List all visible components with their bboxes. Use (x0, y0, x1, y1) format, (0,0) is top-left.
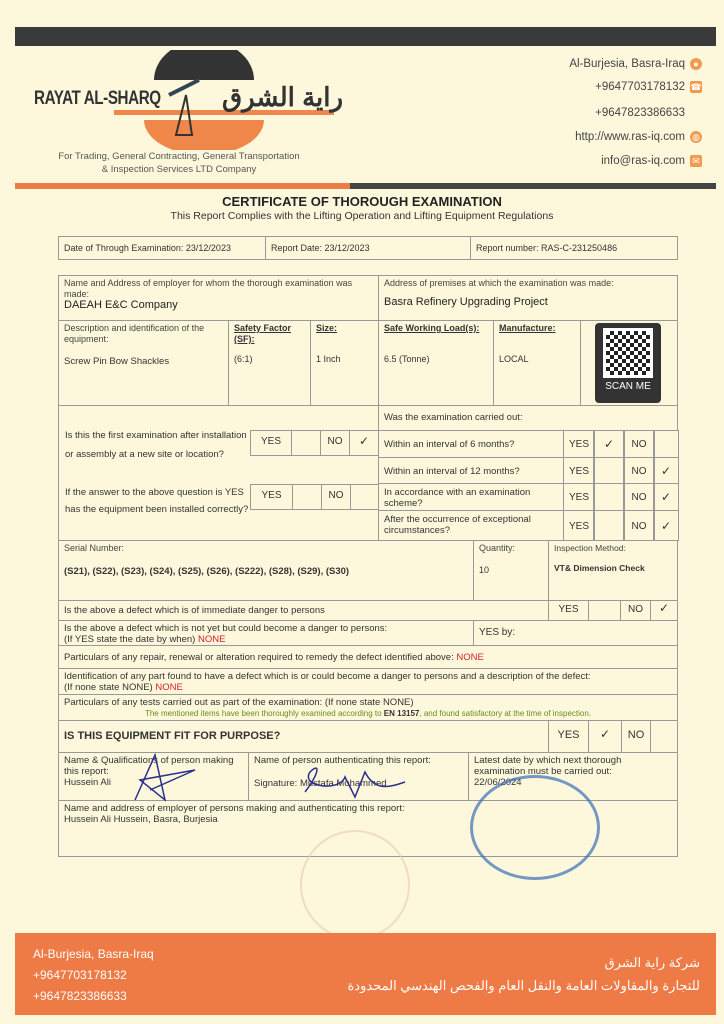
contact-phone1 (595, 81, 702, 93)
brand-name-arabic: راية الشرق (222, 82, 344, 112)
premises-value: Basra Refinery Upgrading Project (384, 296, 548, 308)
authenticator-label: Name of person authenticating this report: (254, 755, 431, 766)
first-exam-block (58, 405, 379, 541)
interval-3-yes-check[interactable] (593, 483, 625, 511)
exam-date: Date of Through Examination: 23/12/2023 (58, 236, 266, 260)
top-bar (15, 27, 716, 46)
report-number: Report number: RAS-C-231250486 (470, 236, 678, 260)
q1-no-box[interactable]: NO (320, 430, 350, 456)
immediate-yes-check[interactable] (588, 600, 621, 621)
tagline-line-2: & Inspection Services LTD Company (101, 164, 257, 175)
method-cell (548, 540, 678, 601)
q1-no-check[interactable]: ✓ (349, 430, 379, 456)
immediate-no-check[interactable]: ✓ (650, 600, 678, 621)
not-yet-danger-cell (58, 620, 474, 646)
q2-yes-box[interactable]: YES (250, 484, 293, 510)
swl-cell (378, 320, 494, 406)
premises-cell (378, 275, 678, 321)
footer-arabic-name: شركة راية الشرق (604, 955, 700, 970)
fit-no-check[interactable] (650, 720, 678, 753)
quantity-cell (473, 540, 549, 601)
certificate-subtitle: This Report Complies with the Lifting Operation and Lifting Equipment Regulations (170, 210, 554, 222)
fit-no-box[interactable]: NO (621, 720, 651, 753)
tagline (34, 150, 324, 176)
not-yet-note: (If YES state the date by when) (64, 634, 196, 645)
repair-label: Particulars of any repair, renewal or alteration required to remedy the defect identified above: (64, 652, 454, 663)
q1-yes-box[interactable]: YES (250, 430, 292, 456)
contact-email[interactable] (601, 155, 702, 167)
interval-3-no-check[interactable]: ✓ (653, 483, 679, 511)
address-text: Al-Burjesia, Basra-Iraq (569, 58, 685, 70)
interval-12-label: Within an interval of 12 months? (378, 457, 564, 484)
q1-yes-check[interactable] (291, 430, 321, 456)
q2-yes-check[interactable] (292, 484, 322, 510)
identification-label: Identification of any part found to have a defect which is or could become a danger to persons and a description of the defect: (64, 671, 591, 682)
interval-3-yes-box[interactable]: YES (563, 483, 595, 511)
interval-2-no-check[interactable]: ✓ (653, 457, 679, 484)
footer-address: Al-Burjesia, Basra-Iraq (33, 947, 154, 961)
mail-icon: ✉ (690, 155, 702, 167)
manufacture-value: LOCAL (499, 354, 529, 364)
fit-yes-box[interactable]: YES (548, 720, 589, 753)
carried-out-label: Was the examination carried out: (378, 405, 678, 431)
size-label: Size: (316, 323, 338, 333)
tests-standard: EN 13157 (383, 709, 420, 718)
sf-cell (228, 320, 311, 406)
not-yet-label: Is the above a defect which is not yet but could become a danger to persons: (64, 623, 388, 634)
contact-address (569, 58, 702, 70)
scheme-label: In accordance with an examination scheme? (378, 483, 564, 511)
interval-4-no-box[interactable]: NO (623, 510, 655, 541)
premises-label: Address of premises at which the examination was made: (384, 278, 614, 288)
faded-stamp (300, 830, 410, 940)
interval-3-no-box[interactable]: NO (623, 483, 655, 511)
fit-yes-check[interactable]: ✓ (588, 720, 622, 753)
method-value: VT& Dimension Check (554, 563, 645, 573)
authenticator-value: Signature: Mustafa Mohammed (254, 778, 387, 789)
employer-persons-label: Name and address of employer of persons making and authenticating this report: (64, 803, 405, 814)
identification-note: (If none state NONE) (64, 682, 153, 693)
serial-value: (S21), (S22), (S23), (S24), (S25), (S26), (S222), (S28), (S29), (S30) (64, 566, 350, 577)
footer-phone1: +9647703178132 (33, 968, 127, 982)
phone2-text: +9647823386633 (595, 107, 685, 119)
qr-code[interactable] (595, 323, 661, 403)
serial-cell (58, 540, 474, 601)
footer-phone2: +9647823386633 (33, 989, 127, 1003)
identification-value: NONE (155, 682, 183, 693)
interval-1-no-check[interactable] (653, 430, 679, 458)
phone1-text: +9647703178132 (595, 81, 685, 93)
description-value: Screw Pin Bow Shackles (64, 356, 170, 367)
tagline-line-1: For Trading, General Contracting, General Transportation (58, 151, 300, 162)
swl-value: 6.5 (Tonne) (384, 354, 430, 364)
fit-for-purpose-label: IS THIS EQUIPMENT FIT FOR PURPOSE? (58, 720, 549, 753)
interval-4-yes-check[interactable] (593, 510, 625, 541)
interval-4-no-check[interactable]: ✓ (653, 510, 679, 541)
q2-no-check[interactable] (350, 484, 379, 510)
qr-code-icon (603, 328, 653, 378)
interval-1-yes-box[interactable]: YES (563, 430, 595, 458)
quantity-value: 10 (479, 565, 490, 575)
sf-value: (6:1) (234, 354, 253, 364)
immediate-danger-label: Is the above a defect which is of immediate danger to persons (58, 600, 549, 621)
globe-icon: ◍ (690, 131, 702, 143)
method-label: Inspection Method: (554, 543, 626, 553)
divider-orange (15, 183, 350, 189)
brand-name: RAYAT AL-SHARQ (34, 88, 161, 109)
not-yet-value: NONE (197, 634, 226, 645)
phone-icon: ☎ (690, 82, 702, 92)
certificate-title: CERTIFICATE OF THOROUGH EXAMINATION (222, 194, 502, 209)
email-link[interactable]: info@ras-iq.com (601, 155, 685, 167)
website-link[interactable]: http://www.ras-iq.com (575, 131, 685, 143)
next-exam-label: Latest date by which next thorough examination must be carried out: (474, 755, 622, 777)
size-value: 1 Inch (316, 354, 341, 364)
employer-label: Name and Address of employer for whom the thorough examination was made: (64, 278, 353, 299)
tests-note-b: , and found satisfactory at the time of inspection. (419, 709, 592, 718)
first-exam-question: Is this the first examination after installation or assembly at a new site or location? (65, 430, 247, 460)
tests-cell (58, 694, 678, 721)
tests-note-a: The mentioned items have been thoroughly examined according to (144, 709, 384, 718)
immediate-yes-box[interactable]: YES (548, 600, 589, 621)
q2-no-box[interactable]: NO (321, 484, 351, 510)
maker-value: Hussein Ali (64, 777, 111, 788)
interval-1-yes-check[interactable]: ✓ (593, 430, 625, 458)
interval-6-label: Within an interval of 6 months? (378, 430, 564, 458)
interval-2-yes-check[interactable] (593, 457, 625, 484)
manufacture-label: Manufacture: (499, 323, 556, 333)
serial-label: Serial Number: (64, 543, 125, 553)
employer-value: DAEAH E&C Company (64, 299, 178, 311)
qr-cell (580, 320, 678, 406)
identification-cell (58, 668, 678, 695)
sf-label: Safety Factor (SF): (234, 323, 292, 344)
contact-phone2 (595, 107, 685, 119)
contact-website[interactable] (575, 131, 702, 143)
location-pin-icon: ● (690, 58, 702, 70)
company-stamp (470, 775, 600, 880)
signature-maker (125, 750, 205, 805)
footer-arabic-desc: للتجارة والمقاولات العامة والنقل العام والفحص الهندسي المحدودة (347, 978, 700, 993)
next-exam-date: 22/06/2024 (474, 777, 522, 788)
installed-correctly-question: If the answer to the above question is YES has the equipment been installed correctly? (65, 487, 249, 515)
swl-label: Safe Working Load(s): (384, 323, 480, 333)
quantity-label: Quantity: (479, 543, 516, 553)
repair-cell (58, 645, 678, 669)
size-cell (310, 320, 379, 406)
interval-1-no-box[interactable]: NO (623, 430, 655, 458)
description-cell (58, 320, 229, 406)
divider-dark (350, 183, 716, 189)
immediate-no-box[interactable]: NO (620, 600, 651, 621)
manufacture-cell (493, 320, 581, 406)
scan-me-label: SCAN ME (605, 381, 651, 392)
exceptional-label: After the occurrence of exceptional circumstances? (378, 510, 564, 541)
repair-value: NONE (456, 652, 484, 663)
employer-cell (58, 275, 379, 321)
description-label: Description and identification of the equipment: (64, 323, 205, 344)
tests-label: Particulars of any tests carried out as part of the examination: (If none state NONE) (64, 697, 414, 708)
interval-4-yes-box[interactable]: YES (563, 510, 595, 541)
yes-by-field[interactable]: YES by: (473, 620, 678, 646)
maker-label: Name & Qualifications of person making this report: (64, 755, 234, 777)
footer (15, 933, 716, 1015)
interval-2-yes-box[interactable]: YES (563, 457, 595, 484)
signature-authenticator (300, 762, 410, 802)
employer-persons-value: Hussein Ali Hussein, Basra, Burjesia (64, 814, 218, 825)
interval-2-no-box[interactable]: NO (623, 457, 655, 484)
report-date: Report Date: 23/12/2023 (265, 236, 471, 260)
